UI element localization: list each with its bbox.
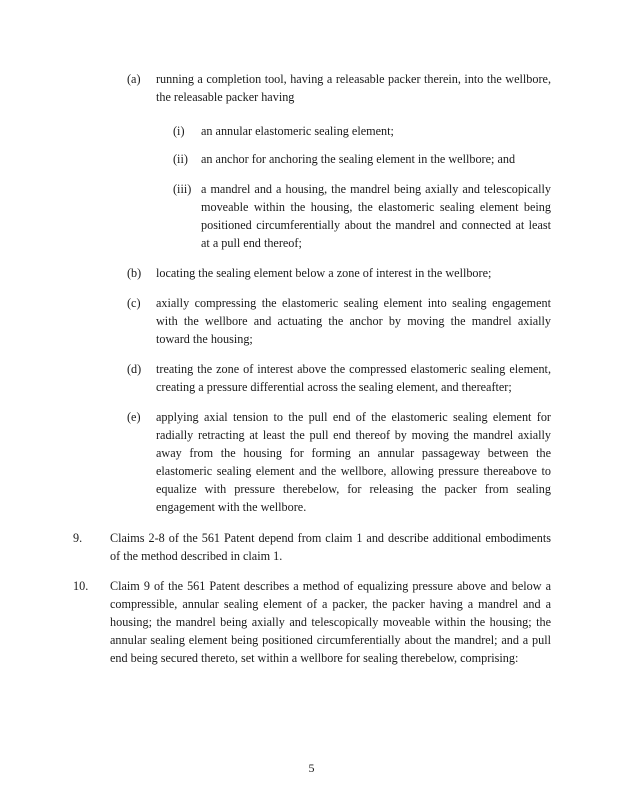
substep-label: (iii)	[173, 182, 192, 196]
step-text: applying axial tension to the pull end of the elastomeric sealing element for radially retracting at least the pull end thereof by moving the mandrel axially away from the housing for forming an annular passageway between the elastomeric sealing element and the wellbore, allowing pressure thereabove to equalize with pressure therebelow, for releasing the packer from sealing engagement with the wellbore.	[156, 410, 551, 514]
paragraph-number: 9.	[73, 531, 83, 545]
claim-step-b	[127, 264, 551, 282]
step-label: (e)	[127, 410, 141, 424]
numbered-paragraph-10	[73, 577, 551, 667]
substep-text: a mandrel and a housing, the mandrel being axially and telescopically moveable within the housing, the elastomeric sealing element being positioned circumferentially about the mandrel and connected at least at a pull end thereof;	[201, 182, 551, 250]
step-label: (d)	[127, 362, 142, 376]
substep-text: an anchor for anchoring the sealing element in the wellbore; and	[201, 152, 516, 166]
substep-label: (i)	[173, 124, 185, 138]
claim-substep-iii	[173, 180, 551, 252]
claim-substep-ii	[173, 150, 551, 168]
numbered-paragraph-9	[73, 529, 551, 565]
claim-step-a	[127, 70, 551, 106]
claim-step-e	[127, 408, 551, 516]
step-label: (a)	[127, 72, 141, 86]
claim-step-c	[127, 294, 551, 348]
paragraph-text: Claims 2-8 of the 561 Patent depend from claim 1 and describe additional embodiments of the method described in claim 1.	[110, 531, 551, 563]
paragraph-number: 10.	[73, 579, 89, 593]
step-text: axially compressing the elastomeric sealing element into sealing engagement with the wellbore and actuating the anchor by moving the mandrel axially toward the housing;	[156, 296, 551, 346]
step-text: running a completion tool, having a releasable packer therein, into the wellbore, the releasable packer having	[156, 72, 551, 104]
substep-label: (ii)	[173, 152, 188, 166]
step-text: locating the sealing element below a zone of interest in the wellbore;	[156, 266, 492, 280]
page-number: 5	[308, 761, 315, 775]
substep-text: an annular elastomeric sealing element;	[201, 124, 394, 138]
claim-step-d	[127, 360, 551, 396]
step-label: (b)	[127, 266, 142, 280]
paragraph-text: Claim 9 of the 561 Patent describes a method of equalizing pressure above and below a compressible, annular sealing element of a packer, the packer having a mandrel and a housing; the mandrel being axially and telescopically moveable within the housing; the annular sealing element being positioned circumferentially about the mandrel; and a pull end being secured thereto, set within a wellbore for sealing therebelow, comprising:	[110, 579, 551, 665]
step-text: treating the zone of interest above the compressed elastomeric sealing element, creating a pressure differential across the sealing element, and thereafter;	[156, 362, 551, 394]
claim-substep-i	[173, 122, 551, 140]
step-label: (c)	[127, 296, 141, 310]
